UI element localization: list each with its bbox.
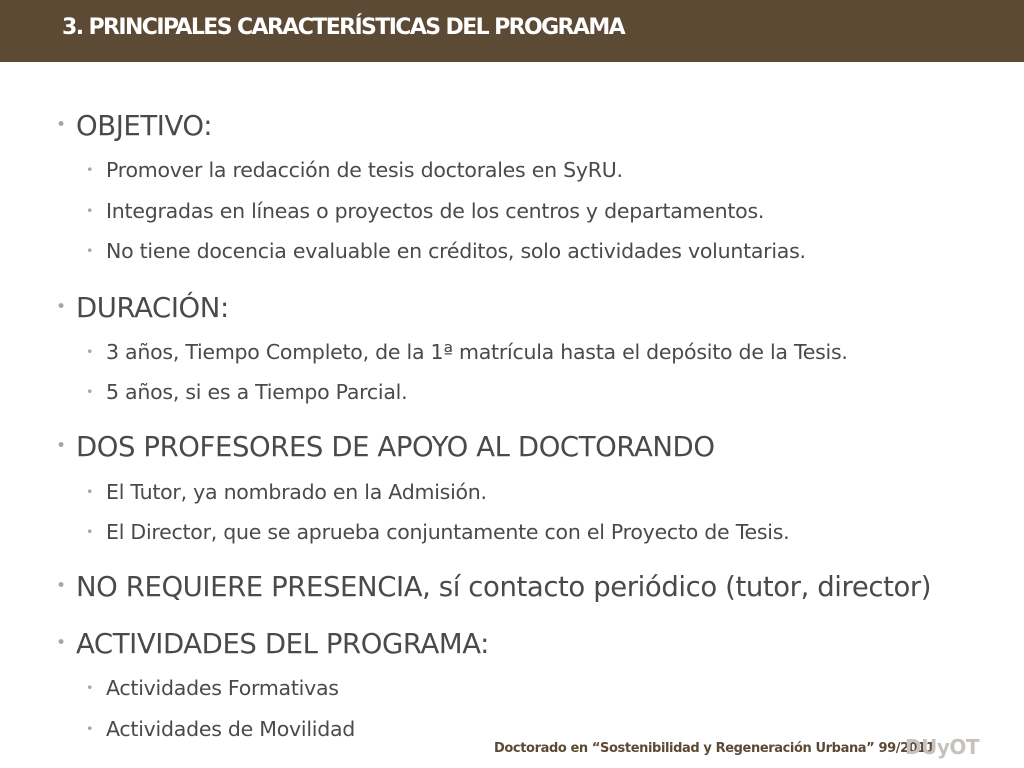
list-item-text: No tiene docencia evaluable en créditos, solo actividades voluntarias. bbox=[106, 239, 806, 263]
list-item-text: Integradas en líneas o proyectos de los centros y departamentos. bbox=[106, 199, 765, 223]
bullet-icon: • bbox=[86, 523, 94, 539]
bullet-icon: • bbox=[86, 202, 94, 218]
section-heading bbox=[56, 431, 715, 463]
section-heading-text: NO REQUIERE PRESENCIA, sí contacto periódico (tutor, director) bbox=[76, 571, 932, 603]
bullet-icon: • bbox=[56, 296, 66, 317]
bullet-icon: • bbox=[86, 242, 94, 258]
section-heading bbox=[56, 110, 212, 142]
logo: DUyOT bbox=[905, 735, 980, 759]
section-heading bbox=[56, 571, 931, 603]
bullet-icon: • bbox=[56, 632, 66, 653]
bullet-icon: • bbox=[86, 720, 94, 736]
list-item-text: El Director, que se aprueba conjuntamente con el Proyecto de Tesis. bbox=[106, 520, 790, 544]
list-item bbox=[86, 717, 355, 741]
list-item-text: 5 años, si es a Tiempo Parcial. bbox=[106, 380, 408, 404]
list-item bbox=[86, 239, 806, 263]
section-heading-text: DOS PROFESORES DE APOYO AL DOCTORANDO bbox=[76, 431, 715, 463]
list-item bbox=[86, 380, 407, 404]
bullet-icon: • bbox=[56, 114, 66, 135]
bullet-icon: • bbox=[86, 343, 94, 359]
section-heading bbox=[56, 292, 229, 324]
list-item bbox=[86, 676, 339, 700]
list-item bbox=[86, 340, 848, 364]
bullet-icon: • bbox=[86, 161, 94, 177]
section-heading-text: OBJETIVO: bbox=[76, 110, 213, 142]
bullet-icon: • bbox=[56, 435, 66, 456]
bullet-icon: • bbox=[86, 483, 94, 499]
section-heading-text: DURACIÓN: bbox=[76, 292, 229, 324]
section-heading bbox=[56, 628, 489, 660]
list-item bbox=[86, 480, 487, 504]
list-item bbox=[86, 520, 789, 544]
list-item-text: 3 años, Tiempo Completo, de la 1ª matrícula hasta el depósito de la Tesis. bbox=[106, 340, 848, 364]
list-item bbox=[86, 158, 623, 182]
section-heading-text: ACTIVIDADES DEL PROGRAMA: bbox=[76, 628, 490, 660]
slide-title: 3. PRINCIPALES CARACTERÍSTICAS DEL PROGRAMA bbox=[62, 15, 625, 40]
bullet-icon: • bbox=[56, 575, 66, 596]
list-item bbox=[86, 199, 764, 223]
list-item-text: Actividades de Movilidad bbox=[106, 717, 356, 741]
list-item-text: Promover la redacción de tesis doctorales en SyRU. bbox=[106, 158, 623, 182]
bullet-icon: • bbox=[86, 383, 94, 399]
bullet-icon: • bbox=[86, 679, 94, 695]
list-item-text: Actividades Formativas bbox=[106, 676, 339, 700]
list-item-text: El Tutor, ya nombrado en la Admisión. bbox=[106, 480, 487, 504]
footer-text: Doctorado en “Sostenibilidad y Regeneración Urbana” 99/2011 bbox=[494, 741, 935, 756]
